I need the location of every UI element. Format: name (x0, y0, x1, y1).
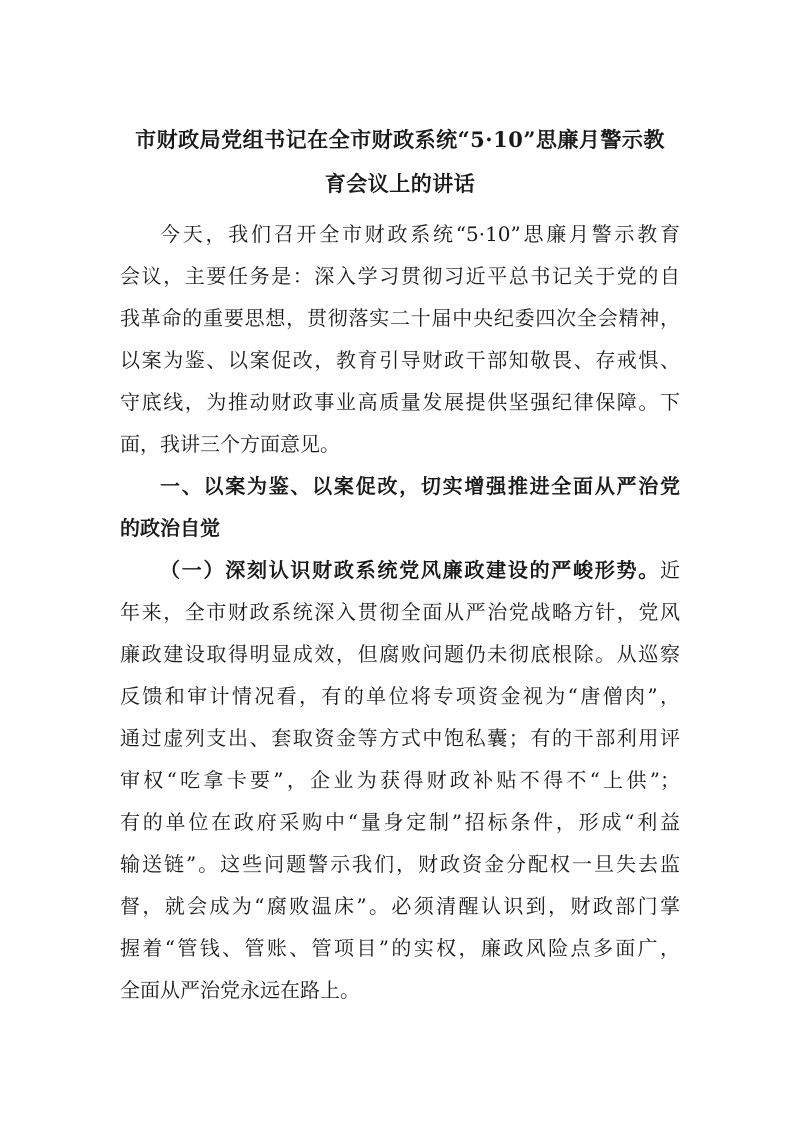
subsection-1-line-11: 全面从严治党永远在路上。 (120, 978, 360, 1002)
subsection-1-line-6: 审权“吃拿卡要”，企业为获得财政补贴不得不“上供”； (120, 768, 680, 792)
subsection-1-line-3: 廉政建设取得明显成效，但腐败问题仍未彻底根除。从巡察 (120, 642, 680, 666)
subsection-1-line-9: 督，就会成为“腐败温床”。必须清醒认识到，财政部门掌 (120, 894, 680, 918)
subsection-1-line-5: 通过虚列支出、套取资金等方式中饱私囊；有的干部利用评 (120, 726, 680, 750)
subsection-1-line-7: 有的单位在政府采购中“量身定制”招标条件，形成“利益 (120, 810, 680, 834)
intro-line-5: 守底线，为推动财政事业高质量发展提供坚强纪律保障。下 (120, 390, 680, 414)
document-title-line-2: 育会议上的讲话 (324, 171, 476, 196)
section-1-heading-line-2: 的政治自觉 (120, 516, 220, 540)
subsection-1-lead: （一）深刻认识财政系统党风廉政建设的严峻形势。 (160, 558, 660, 582)
subsection-1-line-4: 反馈和审计情况看，有的单位将专项资金视为“唐僧肉”， (120, 684, 680, 708)
intro-line-4: 以案为鉴、以案促改，教育引导财政干部知敬畏、存戒惧、 (120, 348, 680, 372)
intro-line-2: 会议，主要任务是：深入学习贯彻习近平总书记关于党的自 (120, 264, 680, 288)
intro-line-6: 面，我讲三个方面意见。 (120, 432, 340, 456)
section-1-heading-line-1: 一、以案为鉴、以案促改，切实增强推进全面从严治党 (160, 474, 680, 498)
subsection-1-line-2: 年来，全市财政系统深入贯彻全面从严治党战略方针，党风 (120, 600, 680, 624)
intro-line-1: 今天，我们召开全市财政系统“5·10”思廉月警示教育 (160, 222, 680, 246)
intro-line-3: 我革命的重要思想，贯彻落实二十届中央纪委四次全会精神， (120, 306, 680, 330)
subsection-1-line-1 (160, 556, 680, 584)
subsection-1-lead-rest: 近 (660, 558, 680, 582)
subsection-1-line-8: 输送链”。这些问题警示我们，财政资金分配权一旦失去监 (120, 852, 680, 876)
subsection-1-line-10: 握着“管钱、管账、管项目”的实权，廉政风险点多面广， (120, 936, 680, 960)
document-title-line-1: 市财政局党组书记在全市财政系统“5·10”思廉月警示教 (135, 127, 665, 152)
